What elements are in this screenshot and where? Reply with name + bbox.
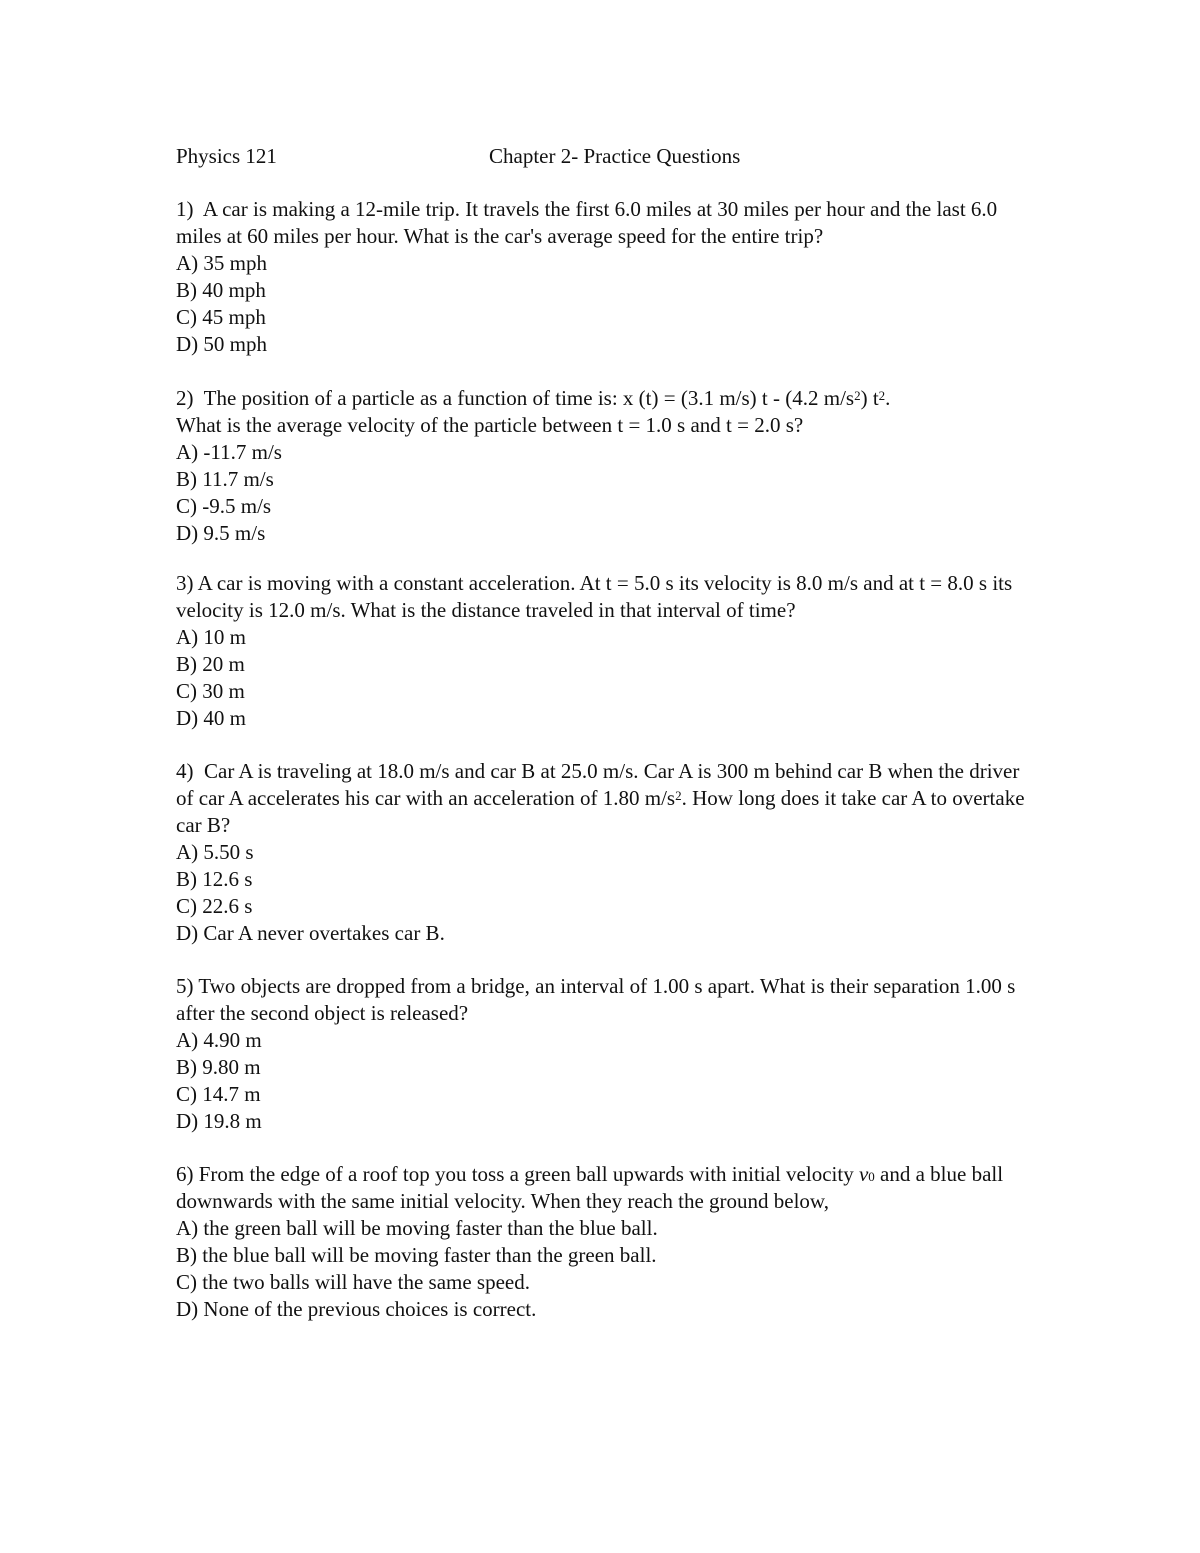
question-5 xyxy=(176,973,1036,1135)
answer-options xyxy=(176,250,1036,358)
question-6 xyxy=(176,1161,1036,1323)
question-body: Two objects are dropped from a bridge, an interval of 1.00 s apart. What is their separation 1.00 s after the second object is released? xyxy=(176,974,1016,1025)
question-body: A car is moving with a constant acceleration. At t = 5.0 s its velocity is 8.0 m/s and at t = 8.0 s its velocity is 12.0 m/s. What is the distance traveled in that interval of time? xyxy=(176,571,1013,622)
question-body-part1: Car A is traveling at 18.0 m/s and car B at 25.0 m/s. Car A is 300 m behind car B when the driver of car A accelerates his car with an acceleration of 1.80 m/s xyxy=(176,759,1020,810)
answer-option-a: A) 10 m xyxy=(176,625,246,649)
answer-option-c: C) -9.5 m/s xyxy=(176,494,272,518)
answer-option-b: B) the blue ball will be moving faster than the green ball. xyxy=(176,1243,657,1267)
answer-options xyxy=(176,1027,1036,1135)
answer-option-d: D) 9.5 m/s xyxy=(176,521,266,545)
page-header xyxy=(176,140,1036,172)
velocity-symbol: v xyxy=(858,1162,869,1186)
answer-options xyxy=(176,439,890,547)
answer-option-a: A) 35 mph xyxy=(176,251,267,275)
question-number: 1) xyxy=(176,197,194,221)
answer-option-c: C) 45 mph xyxy=(176,305,266,329)
answer-option-c: C) 14.7 m xyxy=(176,1082,261,1106)
question-body-part2: . How long does it take car A to overtake car B? xyxy=(176,786,1025,837)
answer-option-d: D) 19.8 m xyxy=(176,1109,262,1133)
question-number: 4) xyxy=(176,759,194,783)
superscript: 2 xyxy=(675,788,682,803)
question-number: 5) xyxy=(176,974,194,998)
answer-option-d: D) 50 mph xyxy=(176,332,267,356)
course-title: Physics 121 xyxy=(176,144,277,168)
question-text xyxy=(176,973,1036,1027)
answer-options xyxy=(176,839,1036,947)
answer-option-c: C) the two balls will have the same speed. xyxy=(176,1270,530,1294)
question-body-line2: What is the average velocity of the particle between t = 1.0 s and t = 2.0 s? xyxy=(176,413,804,437)
subscript: 0 xyxy=(868,1169,875,1184)
answer-options xyxy=(176,1215,1036,1323)
answer-option-b: B) 40 mph xyxy=(176,278,266,302)
answer-option-a: A) -11.7 m/s xyxy=(176,440,282,464)
question-body-part2: ) t xyxy=(860,386,879,410)
answer-option-b: B) 11.7 m/s xyxy=(176,467,274,491)
chapter-title: Chapter 2- Practice Questions xyxy=(489,144,741,168)
answer-option-a: A) the green ball will be moving faster than the blue ball. xyxy=(176,1216,658,1240)
question-text xyxy=(176,1161,1036,1215)
question-body: A car is making a 12-mile trip. It travels the first 6.0 miles at 30 miles per hour and the last 6.0 miles at 60 miles per hour. What is the car's average speed for the entire trip? xyxy=(176,197,998,248)
answer-option-d: D) None of the previous choices is correct. xyxy=(176,1297,537,1321)
answer-option-b: B) 9.80 m xyxy=(176,1055,261,1079)
question-text xyxy=(176,570,1036,624)
question-number: 3) xyxy=(176,571,194,595)
question-number: 2) xyxy=(176,386,194,410)
answer-option-d: D) Car A never overtakes car B. xyxy=(176,921,445,945)
question-body-part3: . xyxy=(885,386,891,410)
answer-option-d: D) 40 m xyxy=(176,706,246,730)
superscript: 2 xyxy=(878,388,886,403)
superscript: 2 xyxy=(854,388,861,403)
answer-option-c: C) 30 m xyxy=(176,679,245,703)
question-4 xyxy=(176,758,1036,947)
question-body-part1: The position of a particle as a function of time is: x (t) = (3.1 m/s) t - (4.2 m/s xyxy=(203,386,855,410)
question-number: 6) xyxy=(176,1162,194,1186)
question-text xyxy=(176,385,890,439)
question-text xyxy=(176,758,1036,839)
question-2 xyxy=(176,385,890,547)
answer-option-b: B) 12.6 s xyxy=(176,867,253,891)
question-text xyxy=(176,196,1036,250)
answer-option-c: C) 22.6 s xyxy=(176,894,253,918)
question-1 xyxy=(176,196,1036,358)
question-body-part2: and a blue ball downwards with the same initial velocity. When they reach the ground below, xyxy=(176,1162,1004,1213)
answer-option-a: A) 4.90 m xyxy=(176,1028,262,1052)
question-body-part1: From the edge of a roof top you toss a green ball upwards with initial velocity xyxy=(198,1162,859,1186)
answer-options xyxy=(176,624,1036,732)
question-3 xyxy=(176,570,1036,732)
answer-option-b: B) 20 m xyxy=(176,652,245,676)
answer-option-a: A) 5.50 s xyxy=(176,840,254,864)
